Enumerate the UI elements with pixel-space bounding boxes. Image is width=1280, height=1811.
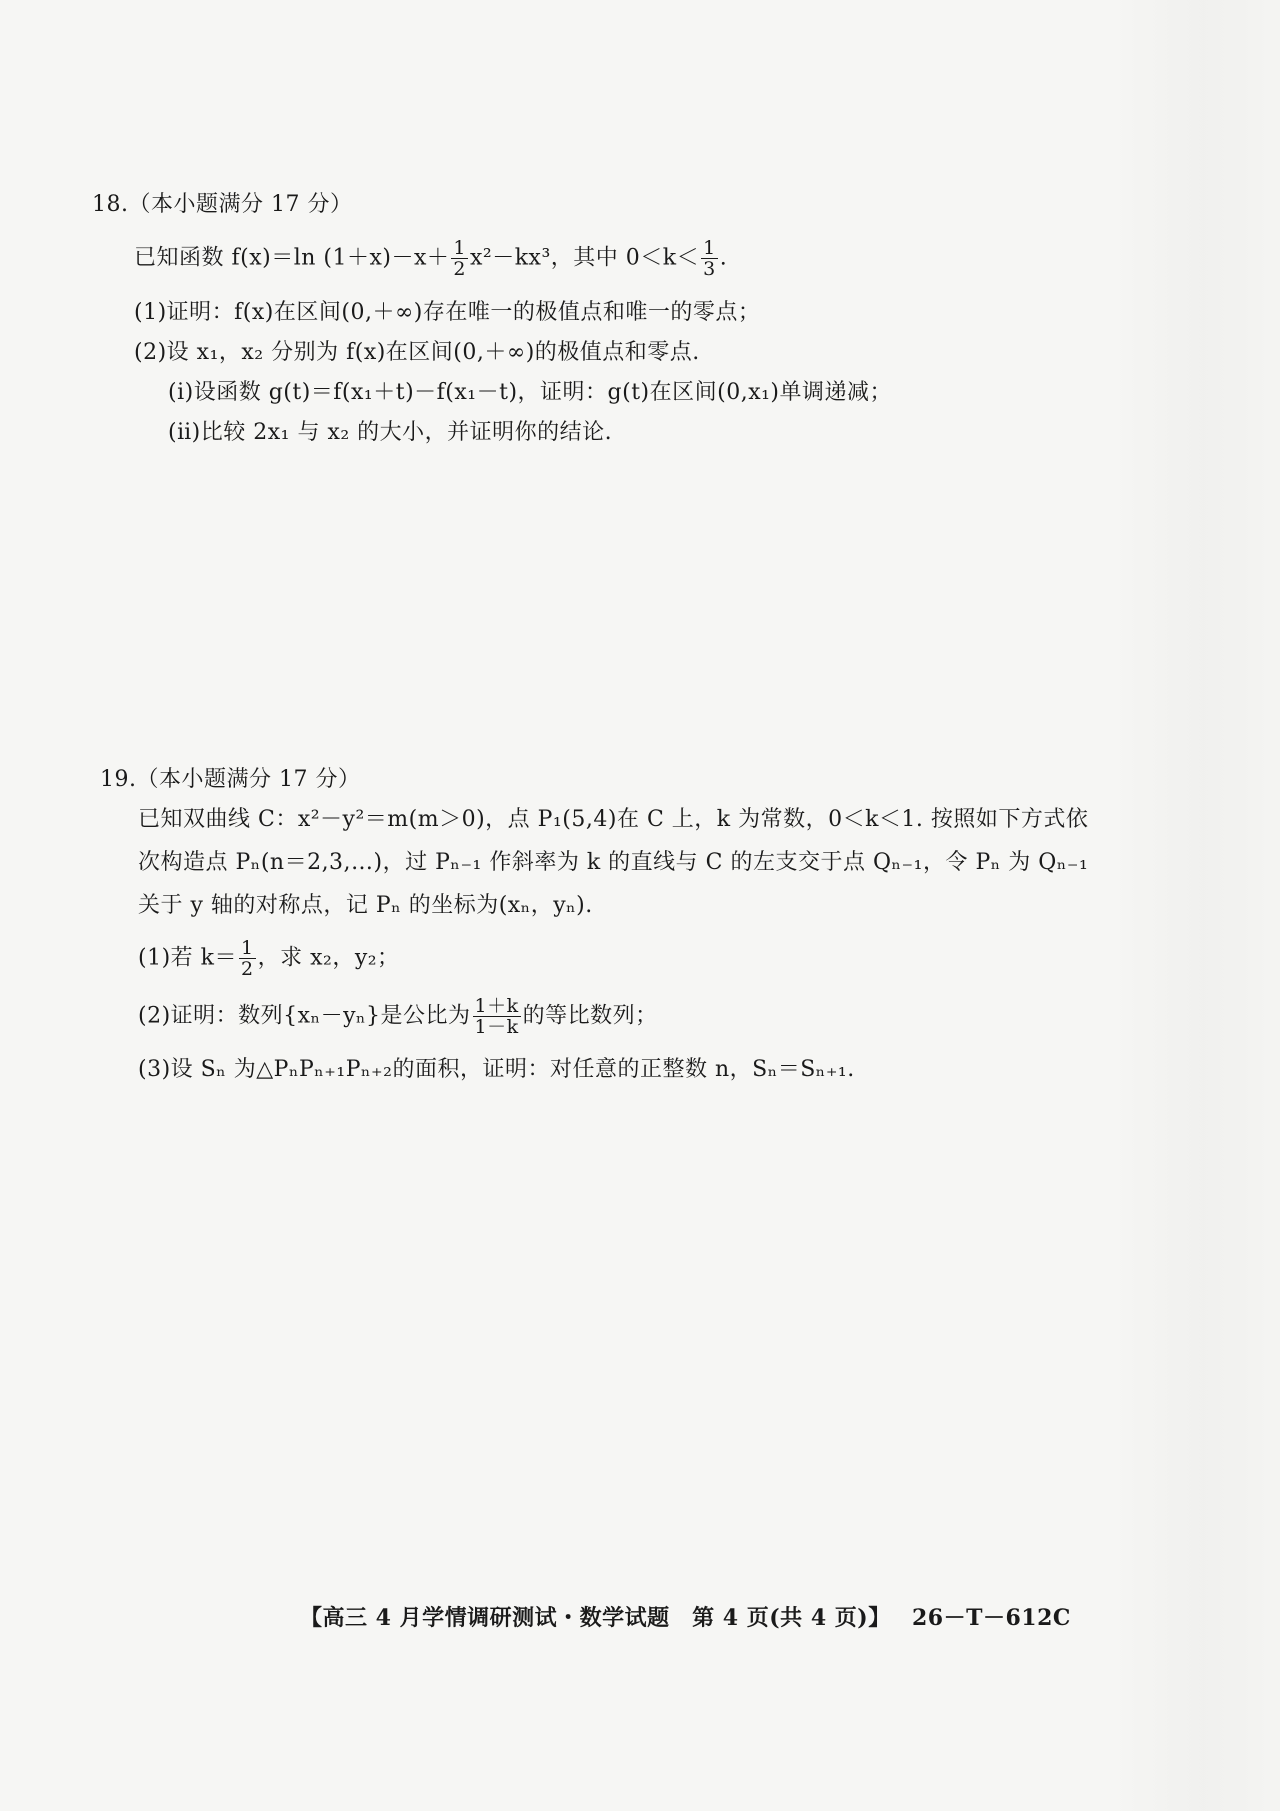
q18-part2: (2)设 x₁，x₂ 分别为 f(x)在区间(0,＋∞)的极值点和零点.: [134, 340, 700, 365]
q18-half-num: 1: [453, 237, 466, 259]
q19-part1-fraction: [239, 938, 256, 979]
q19-part1: [138, 938, 400, 979]
q18-half-den: 2: [453, 258, 466, 280]
q18-third-den: 3: [703, 258, 716, 280]
q18-stem: [134, 238, 727, 279]
q18-fraction-third: [701, 238, 718, 279]
q18-third-num: 1: [703, 237, 716, 259]
q19-part2: [138, 996, 658, 1037]
q19-part2-den: 1－k: [474, 1016, 519, 1038]
q19-part1-num: 1: [241, 937, 254, 959]
q18-part1: (1)证明：f(x)在区间(0,＋∞)存在唯一的极值点和唯一的零点；: [134, 300, 761, 325]
q19-part2-suffix: 的等比数列；: [522, 1003, 658, 1029]
q18-heading: 18.（本小题满分 17 分）: [92, 192, 353, 217]
q19-stem-line3: 关于 y 轴的对称点，记 Pₙ 的坐标为(xₙ，yₙ).: [138, 893, 593, 918]
q18-fraction-half: [451, 238, 468, 279]
scan-shadow: [1110, 0, 1280, 1811]
q19-part3: (3)设 Sₙ 为△PₙPₙ₊₁Pₙ₊₂的面积，证明：对任意的正整数 n，Sₙ＝Sₙ₊₁.: [138, 1057, 855, 1082]
q18-stem-prefix: 已知函数 f(x)＝ln (1＋x)－x＋: [134, 245, 450, 271]
q19-part1-suffix: ，求 x₂，y₂；: [257, 945, 400, 971]
q18-part2-i: (ⅰ)设函数 g(t)＝f(x₁＋t)－f(x₁－t)，证明：g(t)在区间(0,x₁)单调递减；: [168, 380, 893, 405]
q19-part2-prefix: (2)证明：数列{xₙ－yₙ}是公比为: [138, 1003, 471, 1029]
q19-part2-num: 1＋k: [474, 995, 519, 1017]
paper-code: 26－T－612C: [912, 1605, 1071, 1631]
q19-stem-line2: 次构造点 Pₙ(n＝2,3,…)，过 Pₙ₋₁ 作斜率为 k 的直线与 C 的左支交于点 Qₙ₋₁，令 Pₙ 为 Qₙ₋₁: [138, 850, 1089, 875]
q18-stem-end: .: [719, 245, 728, 271]
q19-part1-prefix: (1)若 k＝: [138, 945, 237, 971]
q19-heading: 19.（本小题满分 17 分）: [100, 767, 361, 792]
q19-stem-line1: 已知双曲线 C：x²－y²＝m(m＞0)，点 P₁(5,4)在 C 上，k 为常数，0＜k＜1. 按照如下方式依: [138, 807, 1089, 832]
q19-part2-fraction: [473, 996, 521, 1037]
q18-part2-ii: (ⅱ)比较 2x₁ 与 x₂ 的大小，并证明你的结论.: [168, 420, 613, 445]
q19-part1-den: 2: [241, 958, 254, 980]
page-footer: 【高三 4 月学情调研测试・数学试题 第 4 页(共 4 页)】: [300, 1605, 891, 1631]
q18-stem-mid: x²－kx³，其中 0＜k＜: [469, 245, 700, 271]
